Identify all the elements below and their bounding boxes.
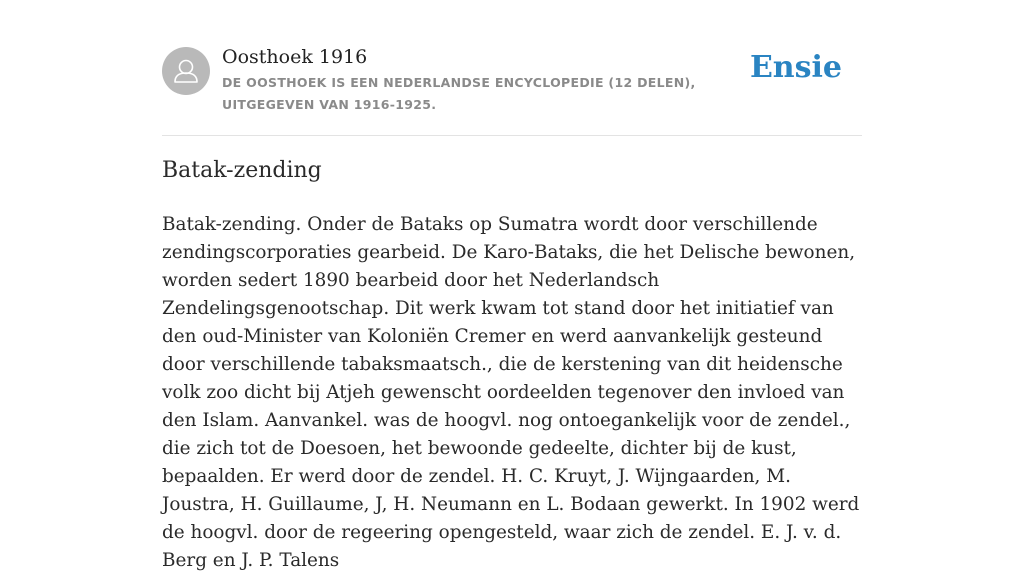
- ensie-logo-link[interactable]: Ensie: [749, 50, 842, 85]
- article-body: Batak-zending. Onder de Bataks op Sumatra wordt door verschillende zendingscorporaties gearbeid. De Karo-Bataks, die het Delische bewonen, worden sedert 1890 bearbeid door het Nederlandsch Zendelingsgenootschap. Dit werk kwam tot stand door het initiatief van den oud-Minister van Koloniën Cremer en werd aanvankelijk gesteund door verschillende tabaksmaatsch., die de kerstening van dit heidensche volk zoo dicht bij Atjeh gewenscht oordeelden tegenover den invloed van den Islam. Aanvankel. was de hoogvl. nog ontoegankelijk voor de zendel., die zich tot de Doesoen, het bewoonde gedeelte, dichter bij de kust, bepaalden. Er werd door de zendel. H. C. Kruyt, J. Wijngaarden, M. Joustra, H. Guillaume, J, H. Neumann en L. Bodaan gewerkt. In 1902 werd de hoogvl. door de regeering opengesteld, waar zich de zendel. E. J. v. d. Berg en J. P. Talens: [162, 214, 860, 571]
- source-header: [162, 44, 862, 136]
- source-title[interactable]: Oosthoek 1916: [222, 46, 368, 68]
- article-title: Batak-zending: [162, 158, 322, 183]
- user-icon: [162, 47, 210, 95]
- source-description: DE OOSTHOEK IS EEN NEDERLANDSE ENCYCLOPEDIE (12 DELEN), UITGEGEVEN VAN 1916-1925.: [222, 75, 696, 112]
- avatar[interactable]: [162, 47, 210, 95]
